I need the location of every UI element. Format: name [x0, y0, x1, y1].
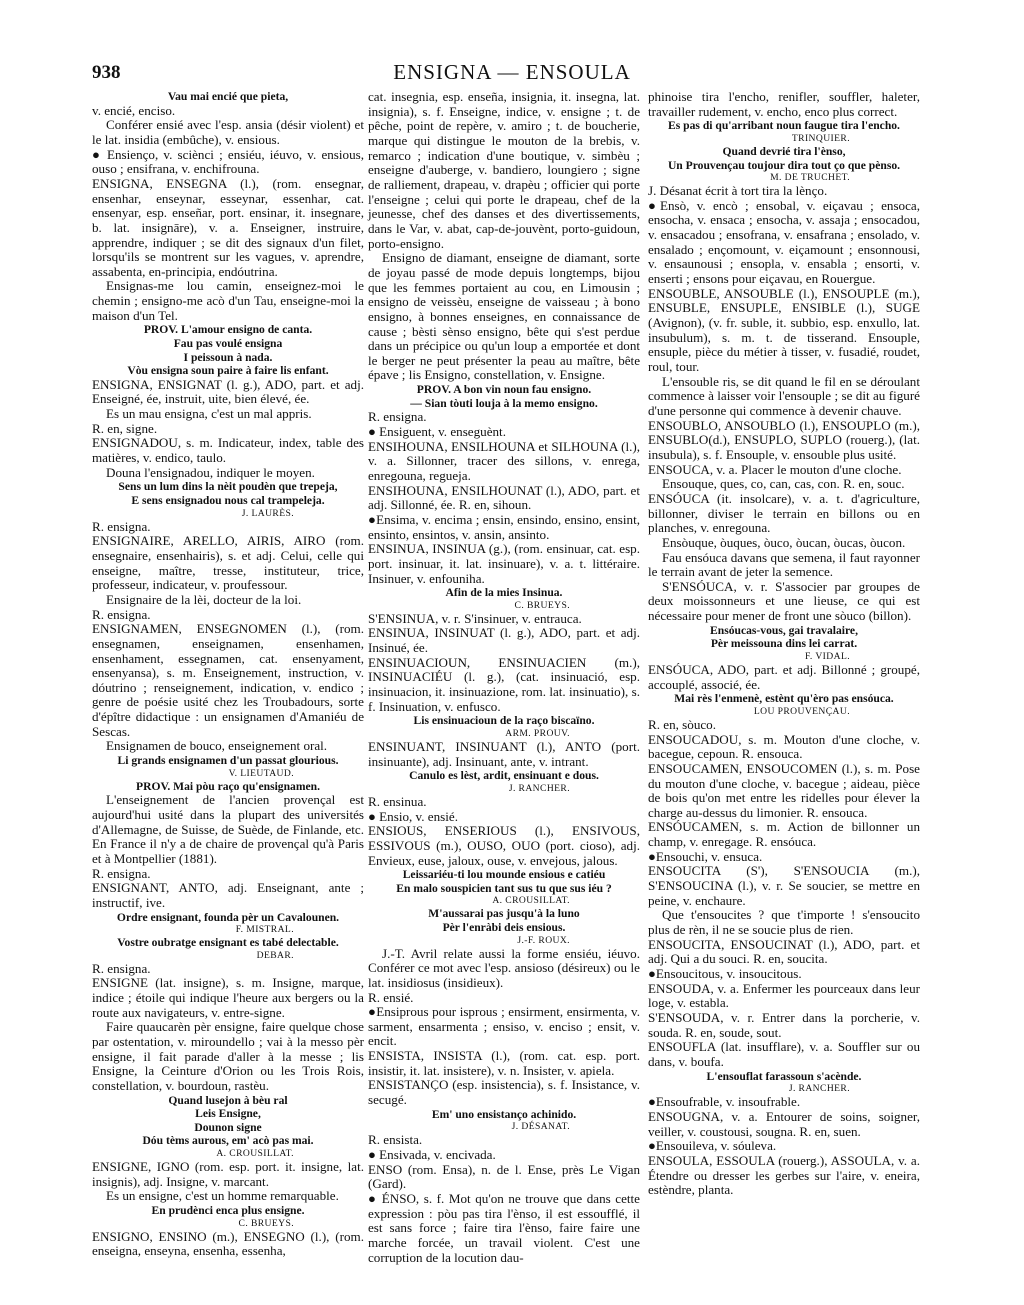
entry-text: ENSINUACIOUN, ENSINUACIEN (m.), INSINUACIÉU (l. g.), (cat. insinuació, esp. insinuacion, it. insinuazione, rom. lat. insinuatio), s. f. Insinuation, v. enfusco.: [368, 654, 640, 714]
entry-text: ENSIGNA, ENSIGNAT (l. g.), ADO, part. et adj. Enseigné, ée, instruit, uite, bien élevé, ée.: [92, 376, 364, 407]
verse-line: PROV. A bon vin noun fau ensigno.: [416, 383, 592, 397]
entry-text: R. ensié.: [368, 989, 414, 1005]
entry-text: ENSOUBLE, ANSOUBLE (l.), ENSOUPLE (m.), ENSUBLE, ENSUPLE, ENSIBLE (l.), SUGE (Avignon), (v. fr. suble, it. subbio, esp. enxullo, lat. insubulum), s. m. t. de tisserand. Ensouple, ensuple, pièce du métier à tisser, v. fusadié, roudet, roul, tour.: [648, 285, 920, 374]
author-attribution: J. DÉSANAT.: [511, 1121, 570, 1133]
entry-text: R. ensigna.: [92, 518, 151, 534]
verse-line: Ensóucas-vous, gai travalaire,: [710, 623, 858, 637]
entry-text: ENSOUDA, v. a. Enfermer les pourceaux dans leur loge, v. establa.: [648, 980, 920, 1011]
verse-line: Quand lusejon à bèu ral: [168, 1093, 288, 1107]
verse-line: Em' uno ensistanço achinido.: [431, 1107, 577, 1121]
entry-text: Faire quaucarèn pèr ensigne, faire quelque chose par ostentation, v. miroundello ; vai à la messo pèr ensigne, il fait parade d'aller à la messe ; lis Ensigne, la Ceinture d'Orion ou les Trois Rois, constellation, v. bourdoun, rastèu.: [92, 1019, 364, 1093]
entry-text: Ensòuque, òuques, òuco, òucan, òucas, òucon.: [662, 534, 906, 550]
verse-line: L'ensouflat farassoun s'acènde.: [706, 1069, 862, 1083]
entry-text: ENSIHOUNA, ENSILHOUNAT (l.), ADO, part. et adj. Sillonné, ée. R. en, sihoun.: [368, 482, 640, 513]
entry-text: Ensignas-me lou camin, enseignez-moi le chemin ; ensigno-me acò d'un Tau, enseigne-moi la maison d'un Tel.: [92, 278, 364, 323]
entry-text: Fau ensóuca davans que semena, il faut rayonner le terrain avant de jeter la semence.: [648, 549, 920, 580]
entry-text: ENSIGNA, ENSEGNA (l.), (rom. ensegnar, ensenhar, enseynar, esseynar, essenhar, cat. ensenyar, esp. enseñar, port. ensinar, it. insegnare, b. lat. insignāre), v. a. Enseigner, instruire, apprendre, indiquer ; se dit des signaux d'un filet, lorsqu'ils se montrent sur les vagues, v. aprendre, assabenta, en-principia, endóutrina.: [92, 175, 364, 279]
author-attribution: LOU PROUVENÇAU.: [753, 705, 850, 717]
entry-text: ● Ensiguent, v. enseguènt.: [368, 423, 506, 439]
author-attribution: TRINQUIER.: [791, 132, 850, 144]
author-attribution: V. LIEUTAUD.: [228, 767, 294, 779]
entry-text: ENSIGNANT, ANTO, adj. Enseignant, ante ; instructif, ive.: [92, 880, 364, 910]
verse-line: Mai rès l'enmenè, estènt qu'èro pas ensóuca.: [674, 692, 894, 706]
entry-text: ENSOUCITA, ENSOUCINAT (l.), ADO, part. et adj. Qui a du souci. R. en, soucita.: [648, 936, 920, 967]
verse-line: Vostre oubratge ensignant es tabé delectable.: [117, 936, 339, 950]
author-attribution: C. BRUEYS.: [514, 599, 570, 611]
entry-text: ENSINUANT, INSINUANT (l.), ANTO (port. insinuante), adj. Insinuant, ante, v. intrant.: [368, 738, 640, 769]
entry-text: Ensignaire de la lèi, docteur de la loi.: [106, 591, 302, 607]
entry-text: ●Ensima, v. encima ; ensin, ensindo, ensino, ensint, ensinto, ensintos, v. ansin, ansinto.: [368, 511, 640, 542]
author-attribution: A. CROUSILLAT.: [216, 1148, 294, 1159]
entry-text: ENSIOUS, ENSERIOUS (l.), ENSIVOUS, ESSIVOUS (m.), OUSO, OUO (port. cioso), adj. Envieux, euse, jaloux, ouse, v. envejous, jalous.: [368, 823, 640, 868]
entry-text: ENSOUCAMEN, ENSOUCOMEN (l.), s. m. Pose du mouton d'une cloche, v. bacegue ; aideau, pièce de bois qu'on met entre les ridelles pour élever la charge au-dessus du limonier. R. ensouca.: [648, 760, 920, 820]
entry-text: ENSOUFLA (lat. insufflare), v. a. Souffler sur ou dans, v. boufa.: [648, 1039, 920, 1069]
entry-text: Es un ensigne, c'est un homme remarquable.: [106, 1188, 339, 1204]
entry-text: ● Ensienço, v. sciènci ; ensiéu, iéuvo, v. ensious, ouso ; ensifrana, v. enchifrouna.: [92, 146, 364, 177]
verse-line: Afin de la mies Insinua.: [445, 586, 563, 600]
entry-text: ENSIGNADOU, s. m. Indicateur, index, table des matières, v. endico, taulo.: [92, 435, 364, 466]
entry-text: R. ensista.: [368, 1132, 423, 1148]
entry-text: ENSOULA, ESSOULA (rouerg.), ASSOULA, v. a. Étendre ou dresser les gerbes sur l'aire, v. eneira, estèndre, planta.: [648, 1152, 920, 1198]
entry-text: Que t'ensoucites ? que t'importe ! s'ensoucito plus de rèn, il ne se soucie plus de rien.: [648, 907, 920, 938]
author-attribution: DEBAR.: [256, 949, 294, 961]
entry-text: ●Ensoucitous, v. insoucitous.: [648, 966, 802, 982]
entry-text: ●Ensouchi, v. ensuca.: [648, 848, 763, 864]
entry-text: J. Désanat écrit à tort tira la lènço.: [648, 183, 828, 199]
entry-text: R. en, sòuco.: [648, 716, 717, 732]
page-number: 938: [92, 62, 121, 83]
verse-line: Pèr l'enràbi deis ensious.: [442, 920, 566, 934]
verse-line: PROV. L'amour ensigno de canta.: [143, 323, 313, 337]
entry-text: ENSIGNE (lat. insigne), s. m. Insigne, marque, indice ; étoile qui indique l'heure aux bergers ou la route aux navigateurs, v. entre-signe.: [92, 975, 364, 1020]
verse-line: Vau mai encié que pieta,: [167, 90, 289, 103]
verse-line: Canulo es lèst, ardit, ensinuant e dous.: [409, 769, 599, 783]
verse-line: Li grands ensignamen d'un passat glourious.: [117, 754, 339, 768]
author-attribution: F. MISTRAL.: [235, 924, 294, 936]
entry-text: R. ensigna.: [92, 960, 151, 976]
verse-line: Leissariéu-ti lou mounde ensious e catiéu: [402, 868, 606, 882]
entry-text: ENSÓUCA, ADO, part. et adj. Billonné ; groupé, accouplé, associé, ée.: [648, 661, 920, 692]
entry-text: ENSOUCITA (S'), S'ENSOUCIA (m.), S'ENSOUCINA (l.), v. r. Se soucier, se mettre en peine, v. enchaure.: [648, 863, 920, 908]
entry-text: ● ÉNSO, s. f. Mot qu'on ne trouve que dans cette expression : pòu pas tira l'ènso, il est essoufflé, il est sans force ; faire tira l'ènso, faire faire une marche forcée, un travail violent. C'est une corruption de la locution dau-: [368, 1190, 640, 1265]
entry-text: ●Ensiprous pour isprous ; ensirment, ensirmenta, v. sarment, ensarmenta ; ensiso, v. enciso ; ensit, v. encit.: [368, 1004, 640, 1049]
running-title: ENSIGNA — ENSOULA: [393, 60, 631, 84]
verse-line: I peissoun à nada.: [183, 350, 273, 364]
verse-line: Es pas di qu'arribant noun faugue tira l'encho.: [668, 119, 900, 133]
entry-text: ●Ensoufrable, v. insoufrable.: [648, 1094, 801, 1110]
entry-text: phinoise tira l'encho, renifler, souffler, haleter, travailler rudement, v. encho, enco plus correct.: [648, 89, 920, 119]
entry-text: Ensignamen de bouco, enseignement oral.: [106, 738, 328, 754]
verse-line: Pèr meissouna dins lei carrat.: [710, 637, 858, 651]
entry-text: ● Ensivada, v. encivada.: [368, 1147, 496, 1162]
verse-line: Quand devrié tira l'ènso,: [722, 144, 846, 158]
entry-text: L'ensouble ris, se dit quand le fil en se déroulant commence à laisser voir l'ensouple ; se dit au figuré d'une personne qui commence à devenir chauve.: [648, 373, 920, 418]
verse-line: Dounon signe: [194, 1120, 262, 1134]
entry-text: L'enseignement de l'ancien provençal est aujourd'hui usité dans la plupart des universités d'Allemagne, de Suisse, de Suède, de Finlande, etc. En France il n'y a de chaire de provençal qu'à Paris et à Montpellier (1881).: [92, 792, 364, 866]
entry-text: cat. insegnia, esp. enseña, insignia, it. insegna, lat. insignia), s. f. Enseigne, indice, v. ensigne ; t. de pêche, point de repère, v. amiro ; t. de boucherie, marque qui distingue le mouton de la brebis, v. remarco ; indication d'une boutique, v. simbèu ; enseigne d'auberge, v. bandiero, loungiero ; signe de ralliement, drapeau, v. drapèu ; officier qui porte l'enseigne ; celui qui porte le drapeau, chef de la jeunesse, chef des danses et des divertissements, dans le Var, v. abat, cap-de-jouvènt, porto-guidoun, porto-ensigno.: [368, 89, 640, 251]
entry-text: Ensouque, ques, co, can, cas, con. R. en, souc.: [662, 476, 905, 492]
entry-text: ENSOUBLO, ANSOUBLO (l.), ENSOUPLO (m.), ENSUBLO(d.), ENSUPLO, SUPLO (rouerg.), (lat. insubula), s. f. Ensouple, v. ensouble plus usité.: [648, 417, 920, 462]
author-attribution: J. RANCHER.: [788, 1083, 850, 1095]
verse-line: Fau pas voulé ensigna: [173, 337, 283, 351]
entry-text: ●Ensò, v. encò ; ensobal, v. eiçavau ; ensoca, ensocha, v. ensaca ; ensocha, v. assaja ; ensocadou, v. ensacadou ; ensofrana, v. ensafrana ; ensolado, v. ensalado ; ençomount, v. eiçamount ; ensonnousi, v. ensaunousi ; ensopla, v. ensabla ; ensorti, v. enserti ; ensons pour eiçavau, en Rouergue.: [648, 197, 920, 287]
entry-text: ENSÓUCAMEN, s. m. Action de billonner un champ, v. enregage. R. ensóuca.: [648, 819, 920, 850]
verse-line: Dóu tèms aurous, em' acò pas mai.: [142, 1134, 314, 1148]
verse-line: — Sian tòuti louja à la memo ensigno.: [410, 396, 598, 410]
entry-text: ENSINUA, INSINUAT (l. g.), ADO, part. et adj. Insinué, ée.: [368, 625, 640, 656]
entry-text: R. ensigna.: [92, 606, 151, 622]
text-column-right: [648, 90, 920, 1198]
verse-line: M'aussarai pas jusqu'à la luno: [428, 907, 580, 921]
entry-text: S'ENSÓUCA, v. r. S'associer par groupes de deux moissonneurs et une lieuse, ce qui est nécessaire pour mener de front une sòuco (billon).: [648, 578, 920, 624]
entry-text: R. ensigna.: [368, 409, 427, 425]
author-attribution: ARM. PROUV.: [505, 727, 570, 739]
entry-text: S'ENSOUDA, v. r. Entrer dans la porcherie, v. souda. R. en, soude, sout.: [648, 1010, 920, 1040]
entry-text: ENSOUCA, v. a. Placer le mouton d'une cloche.: [648, 461, 902, 477]
entry-text: Conférer ensié avec l'esp. ansia (désir violent) et le lat. insidia (embûche), v. ensious.: [92, 117, 364, 147]
verse-line: Sens un lum dins la nèit poudèn que trepeja,: [118, 480, 338, 494]
entry-text: S'ENSINUA, v. r. S'insinuer, v. entrauca.: [368, 610, 582, 626]
entry-text: ENSINUA, INSINUA (g.), (rom. ensinuar, cat. esp. port. insinuar, it. lat. insinuare), v. a. t. littéraire. Insinuer, v. enfouniha.: [368, 541, 640, 586]
entry-text: ● Ensio, v. ensié.: [368, 808, 458, 824]
entry-text: ENSOUCADOU, s. m. Mouton d'une cloche, v. bacegue, cepoun. R. ensouca.: [648, 731, 920, 762]
author-attribution: C. BRUEYS.: [238, 1217, 294, 1229]
entry-text: ENSISTA, INSISTA (l.), (rom. cat. esp. port. insistir, it. lat. insistere), v. n. Insister, v. apiela.: [368, 1048, 640, 1078]
entry-text: ENSIGNAMEN, ENSEGNOMEN (l.), (rom. ensegnamen, enseignamen, ensenhamen, ensenhament, essegnamen, cat. ensenyament, ensenyansa), s. m. Enseignement, instruction, v. dóutrino ; renseignement, indication, v. endico ; genre de poésie usité chez les Troubadours, sorte d'épître didactique : un ensignamen d'Amaniéu de Sescas.: [92, 621, 364, 739]
entry-text: ENSIGNO, ENSINO (m.), ENSEGNO (l.), (rom. enseigna, enseyna, ensenha, essenha,: [92, 1228, 364, 1259]
author-attribution: J. RANCHER.: [508, 782, 570, 794]
author-attribution: J. LAURÈS.: [241, 507, 294, 519]
entry-text: ENSIHOUNA, ENSILHOUNA et SILHOUNA (l.), v. a. Sillonner, tracer des sillons, v. enrega, enregouna, regueja.: [368, 438, 640, 483]
entry-text: Es un mau ensigna, c'est un mal appris.: [106, 406, 312, 422]
verse-line: E sens ensignadou nous cal trampeleja.: [131, 494, 325, 507]
author-attribution: A. CROUSILLAT.: [492, 895, 570, 907]
entry-text: J.-T. Avril relate aussi la forme ensiéu, iéuvo. Conférer ce mot avec l'esp. ansioso (désireux) ou le lat. insidiosus (insidieux).: [368, 945, 640, 990]
entry-text: Ensigno de diamant, enseigne de diamant, sorte de joyau passé de mode depuis longtemps, bijou que les femmes portaient au cou, en Limousin ; ensigno de veissèu, enseigne de vaisseau ; à bono ensigno, à bonnes enseignes, en connaissance de cause ; bèsti sènso ensigno, bête qui s'est perdue dans un précipice ou qu'un loup a emportée et dont le berger ne peut présenter la peau au maître, bête épave ; lis Ensigno, constellation, v. Ensigne.: [368, 250, 640, 383]
entry-text: ENSIGNAIRE, ARELLO, AIRIS, AIRO (rom. ensegnaire, ensenhairis), s. et adj. Celui, celle qui enseigne, maître, tresse, instituteur, trice, professeur, indicateur, v. proufessour.: [92, 533, 364, 593]
verse-line: Ordre ensignant, founda pèr un Cavalounen.: [116, 910, 340, 924]
verse-line: Vòu ensigna soun paire à faire lis enfant.: [127, 364, 329, 378]
verse-line: En malo souspicien tant sus tu que sus iéu ?: [396, 881, 612, 895]
entry-text: ENSIGNE, IGNO (rom. esp. port. it. insigne, lat. insignis), adj. Insigne, v. marcant.: [92, 1159, 364, 1189]
entry-text: v. encié, enciso.: [92, 102, 176, 118]
verse-line: Lis ensinuacioun de la raço biscaïno.: [413, 714, 595, 728]
verse-line: PROV. Mai pòu raço qu'ensignamen.: [135, 779, 321, 793]
entry-text: R. ensigna.: [92, 865, 151, 881]
verse-line: En prudènci enca plus ensigne.: [151, 1203, 305, 1217]
text-column-middle: [368, 90, 640, 1265]
entry-text: Douna l'ensignadou, indiquer le moyen.: [106, 464, 315, 480]
entry-text: ENSO (rom. Ensa), n. de l. Ense, près Le Vigan (Gard).: [368, 1161, 640, 1192]
entry-text: R. en, signe.: [92, 420, 158, 436]
entry-text: ENSISTANÇO (esp. insistencia), s. f. Insistance, v. secugé.: [368, 1077, 640, 1108]
verse-line: Leis Ensigne,: [195, 1107, 261, 1121]
author-attribution: F. VIDAL.: [804, 650, 850, 662]
author-attribution: M. DE TRUCHET.: [770, 172, 850, 184]
entry-text: ENSOUGNA, v. a. Entourer de soins, soigner, veiller, v. coustousi, sougna. R. en, suen.: [648, 1108, 920, 1139]
entry-text: R. ensinua.: [368, 793, 427, 809]
text-column-left: [92, 90, 364, 1259]
entry-text: ●Ensouileva, v. sóuleva.: [648, 1138, 777, 1154]
verse-line: Un Prouvençau toujour dira tout ço que pènso.: [667, 158, 901, 172]
entry-text: ENSÓUCA (it. insolcare), v. a. t. d'agriculture, billonner, diviser le terrain en billons ou en planches, v. enregouna.: [648, 490, 920, 536]
author-attribution: J.-F. ROUX.: [517, 934, 570, 946]
